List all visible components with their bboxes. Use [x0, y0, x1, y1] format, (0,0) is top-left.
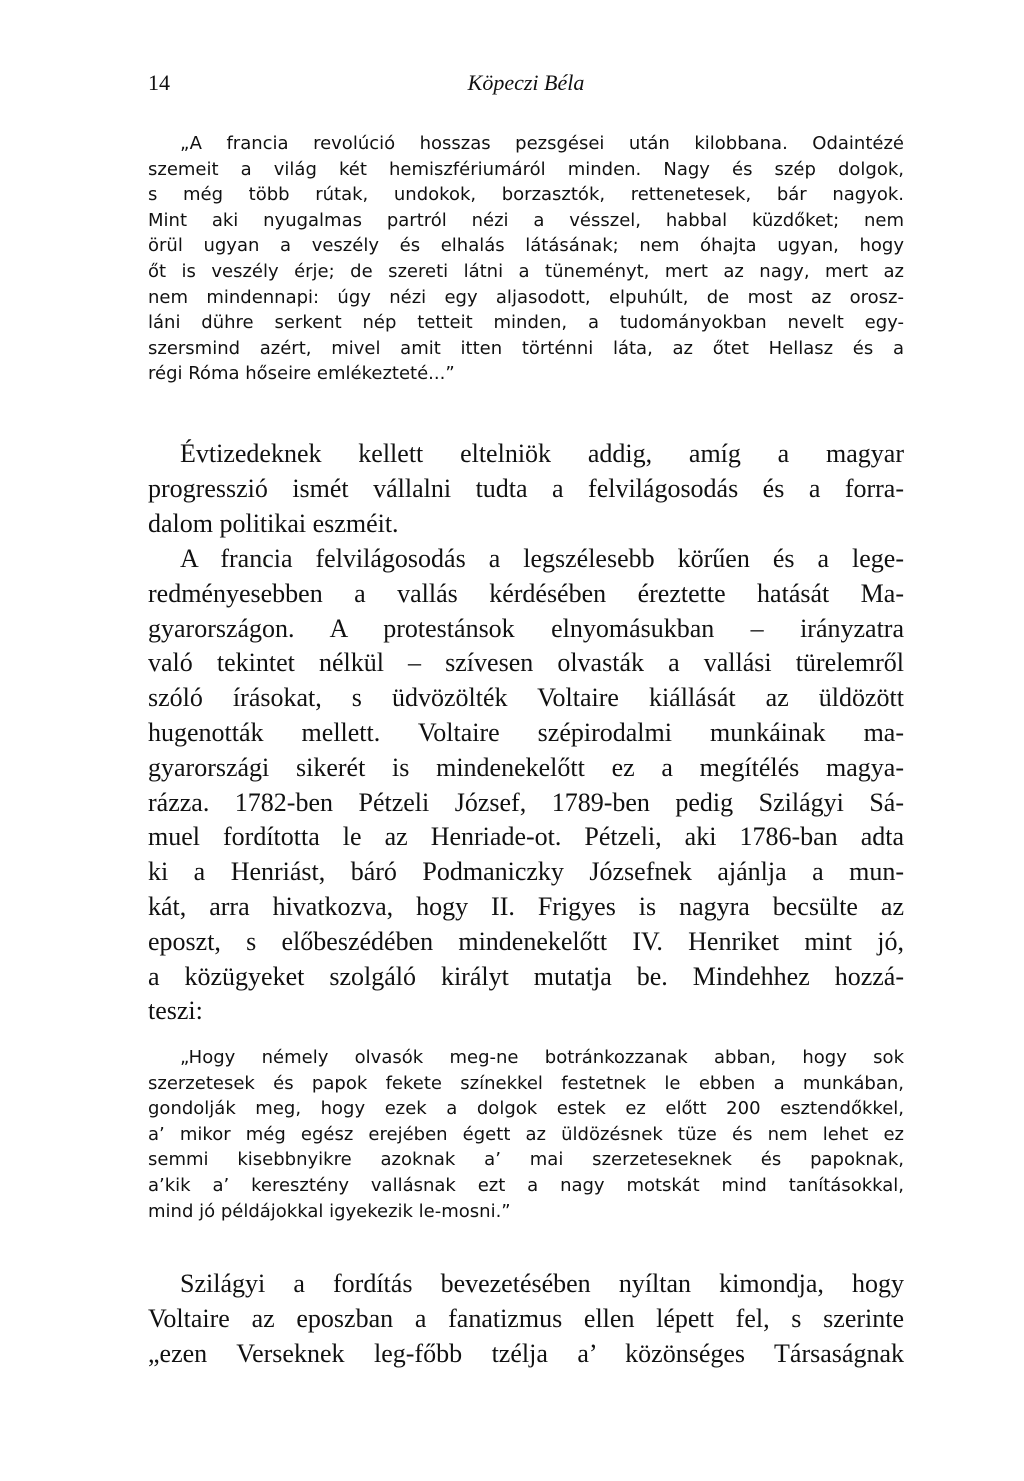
paragraph-line: „ezen Verseknek leg-főbb tzélja a’ közönséges Társaságnak: [148, 1338, 904, 1368]
quote-block-2: [148, 1045, 904, 1224]
paragraph-1: [148, 437, 904, 541]
paragraph-line: ki a Henriást, báró Podmaniczky Józsefnek ajánlja a mun-: [148, 857, 904, 887]
running-head: Köpeczi Béla: [467, 70, 585, 95]
quote-line: szemeit a világ két hemiszfériumáról minden. Nagy és szép dolgok,: [148, 158, 904, 180]
paragraph-line: gyarországi sikerét is mindenekelőtt ez a megítélés magya-: [148, 752, 904, 782]
paragraph-line: hugenották mellett. Voltaire szépirodalmi munkáinak ma-: [148, 717, 904, 747]
paragraph-line: kát, arra hivatkozva, hogy II. Frigyes is nagyra becsülte az: [148, 891, 904, 921]
quote-line: gondolják meg, hogy ezek a dolgok estek ez előtt 200 esztendőkkel,: [148, 1098, 904, 1120]
paragraph-line: Évtizedeknek kellett eltelniök addig, amíg a magyar: [180, 439, 904, 468]
paragraph-line: redményesebben a vallás kérdésében éreztette hatását Ma-: [148, 578, 904, 608]
paragraph-line: dalom politikai eszméit.: [148, 508, 399, 538]
quote-line: őt is veszély érje; de szereti látni a tüneményt, mert az nagy, mert az: [148, 260, 904, 282]
paragraph-line: a közügyeket szolgáló királyt mutatja be. Mindehhez hozzá-: [148, 961, 904, 991]
paragraph-3: [148, 1267, 904, 1371]
quote-line: nem mindennapi: úgy nézi egy aljasodott, elpuhúlt, de most az orosz-: [148, 286, 904, 308]
page-number: 14: [148, 70, 170, 95]
paragraph-2: [148, 542, 904, 1029]
quote-line: „A francia revolúció hosszas pezsgései után kilobbana. Odaintézé: [180, 133, 904, 154]
paragraph-line: szóló írásokat, s üdvözölték Voltaire kiállását az üldözött: [148, 683, 904, 713]
paragraph-line: Szilágyi a fordítás bevezetésében nyíltan kimondja, hogy: [180, 1269, 904, 1298]
paragraph-line: A francia felvilágosodás a legszélesebb körűen és a lege-: [180, 544, 904, 573]
paragraph-line: gyarországon. A protestánsok elnyomásukban – irányzatra: [148, 613, 904, 643]
quote-line: a’ mikor még egész erejében égett az üldözésnek tüze és nem lehet ez: [148, 1123, 904, 1145]
quote-line: a’kik a’ keresztény vallásnak ezt a nagy motskát mind tanításokkal,: [148, 1174, 904, 1196]
paragraph-line: teszi:: [148, 996, 203, 1026]
paragraph-line: rázza. 1782-ben Pétzeli József, 1789-ben pedig Szilágyi Sá-: [148, 787, 904, 817]
quote-line: szerzetesek és papok fekete színekkel festetnek le ebben a munkában,: [148, 1072, 904, 1094]
quote-line: „Hogy némely olvasók meg-ne botránkozzanak abban, hogy sok: [180, 1047, 904, 1068]
quote-line: semmi kisebbnyikre azoknak a’ mai szerzeteseknek és papoknak,: [148, 1149, 904, 1171]
quote-line: mind jó példájokkal igyekezik le-mosni.”: [148, 1200, 511, 1222]
quote-line: szersmind azért, mivel amit itten történni láta, az őtet Hellasz és a: [148, 337, 904, 359]
quote-line: s még több rútak, undokok, borzasztók, rettenetesek, bár nagyok.: [148, 184, 904, 206]
paragraph-line: eposzt, s előbeszédében mindenekelőtt IV. Henriket mint jó,: [148, 926, 904, 956]
quote-line: láni dühre serkent nép tetteit minden, a tudományokban nevelt egy-: [148, 312, 904, 334]
quote-line: örül ugyan a veszély és elhalás látásának; nem óhajta ugyan, hogy: [148, 235, 904, 257]
quote-line: régi Róma hőseire emlékezteté...”: [148, 363, 455, 385]
paragraph-line: muel fordította le az Henriade-ot. Pétzeli, aki 1786-ban adta: [148, 822, 904, 852]
quote-block-1: [148, 131, 904, 387]
quote-line: Mint aki nyugalmas partról nézi a vésszel, habbal küzdőket; nem: [148, 209, 904, 231]
page-header: [148, 70, 904, 100]
paragraph-line: Voltaire az eposzban a fanatizmus ellen lépett fel, s szerinte: [148, 1303, 904, 1333]
paragraph-line: progresszió ismét vállalni tudta a felvilágosodás és a forra-: [148, 473, 904, 503]
paragraph-line: való tekintet nélkül – szívesen olvasták a vallási türelemről: [148, 648, 904, 678]
